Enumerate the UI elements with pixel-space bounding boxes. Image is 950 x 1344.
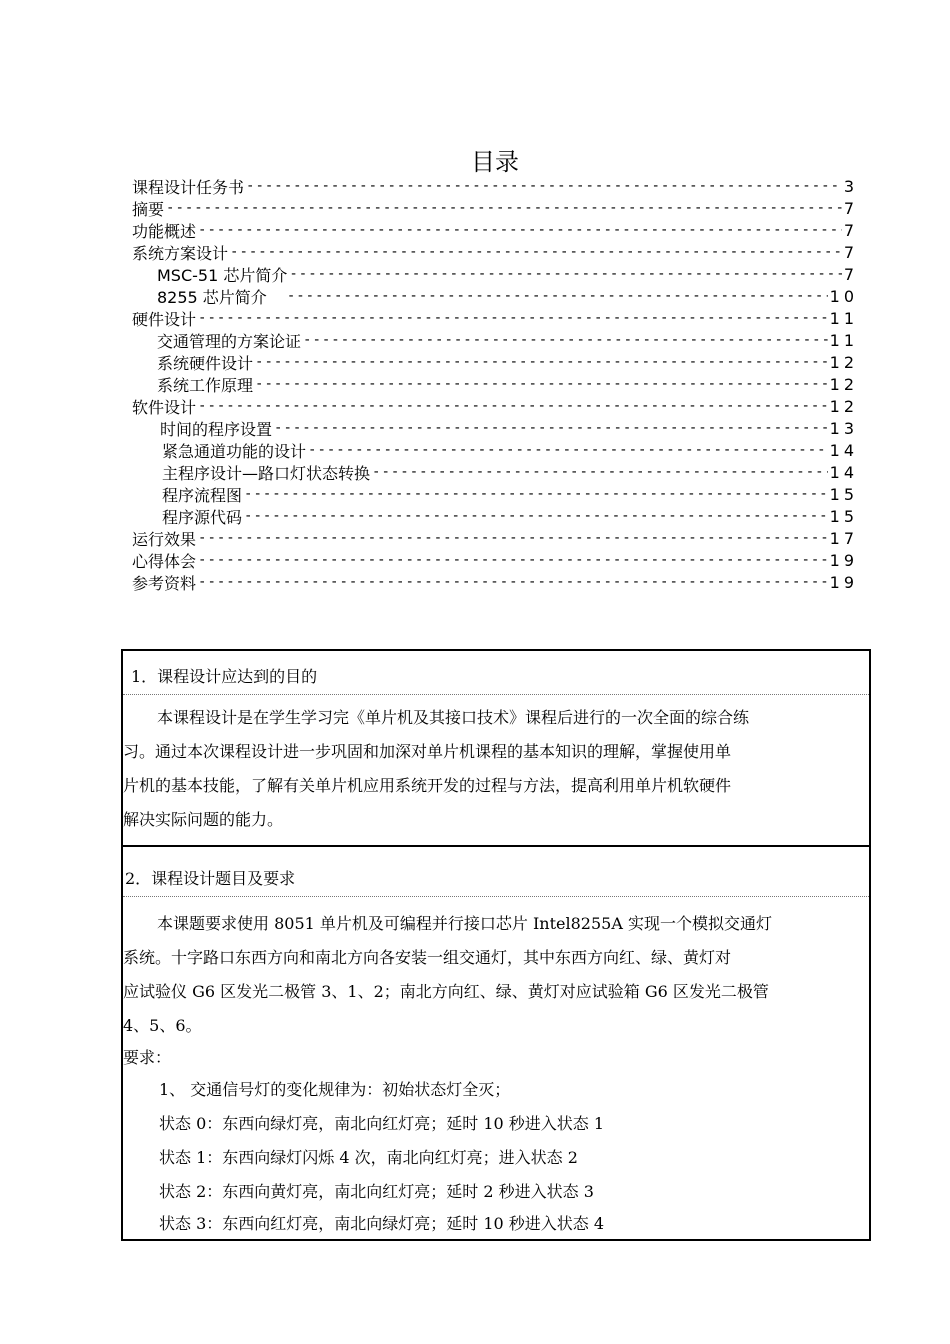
toc-entry[interactable] xyxy=(132,175,858,197)
toc-entry-label: 8255 芯片简介 xyxy=(157,287,267,307)
toc-entry-page: 19 xyxy=(829,572,858,592)
toc-entry-label: 主程序设计—路口灯状态转换 xyxy=(162,463,371,483)
toc-leader xyxy=(244,486,828,502)
toc-entry-page: 11 xyxy=(829,308,858,328)
toc-entry-label: 课程设计任务书 xyxy=(132,177,245,197)
toc-leader xyxy=(274,420,828,436)
paragraph-line: 应试验仪 G6 区发光二极管 3、1、2；南北方向红、绿、黄灯对应试验箱 G6 区发光二极管 xyxy=(123,982,769,1001)
toc-entry-page: 19 xyxy=(829,550,858,570)
paragraph-line: 4、5、6。 xyxy=(123,1016,202,1035)
toc-entry[interactable] xyxy=(162,483,858,505)
toc-title: 目录 xyxy=(471,148,519,176)
toc-entry-label: 参考资料 xyxy=(132,573,197,593)
paragraph-line: 本课程设计是在学生学习完《单片机及其接口技术》课程后进行的一次全面的综合练 xyxy=(157,708,750,727)
toc-entry-label: 软件设计 xyxy=(132,397,197,417)
toc-entry-page: 3 xyxy=(843,176,858,196)
toc-entry-label: 程序流程图 xyxy=(162,485,243,505)
toc-entry-page: 15 xyxy=(829,506,858,526)
toc-leader xyxy=(246,178,842,194)
paragraph-line: 片机的基本技能，了解有关单片机应用系统开发的过程与方法，提高利用单片机软硬件 xyxy=(123,776,732,795)
requirement-item: 状态 0：东西向绿灯亮，南北向红灯亮；延时 10 秒进入状态 1 xyxy=(159,1114,605,1133)
section-requirements-heading: 2．课程设计题目及要求 xyxy=(123,861,869,897)
toc-entry[interactable] xyxy=(162,461,858,483)
toc-entry-label: 紧急通道功能的设计 xyxy=(162,441,307,461)
toc-entry-page: 13 xyxy=(829,418,858,438)
toc-leader xyxy=(198,530,828,546)
toc-entry[interactable] xyxy=(162,439,858,461)
section-purpose xyxy=(123,651,869,847)
toc-leader xyxy=(198,398,828,414)
requirements-label: 要求： xyxy=(123,1048,172,1067)
toc-leader xyxy=(198,552,828,568)
toc-leader xyxy=(287,288,828,304)
requirement-item: 状态 3：东西向红灯亮，南北向绿灯亮；延时 10 秒进入状态 4 xyxy=(159,1214,605,1233)
toc-leader xyxy=(198,574,828,590)
requirement-item: 状态 1：东西向绿灯闪烁 4 次，南北向红灯亮；进入状态 2 xyxy=(159,1148,578,1167)
toc-entry-page: 7 xyxy=(843,198,858,218)
toc-entry-label: 摘要 xyxy=(132,199,165,219)
toc-entry-label: 硬件设计 xyxy=(132,309,197,329)
paragraph-line: 解决实际问题的能力。 xyxy=(123,810,284,829)
toc-entry-page: 7 xyxy=(843,264,858,284)
toc-entry-label: 运行效果 xyxy=(132,529,197,549)
toc-entry-page: 12 xyxy=(829,352,858,372)
toc-leader xyxy=(255,376,828,392)
toc-leader xyxy=(372,464,828,480)
toc-leader xyxy=(230,244,842,260)
requirement-item: 1、 交通信号灯的变化规律为：初始状态灯全灭； xyxy=(159,1080,511,1099)
toc-leader xyxy=(166,200,842,216)
toc-entry[interactable] xyxy=(157,285,858,307)
toc-entry-page: 11 xyxy=(829,330,858,350)
toc-entry-page: 12 xyxy=(829,396,858,416)
toc-entry[interactable] xyxy=(132,571,858,593)
toc-entry[interactable] xyxy=(132,241,858,263)
toc-entry-page: 17 xyxy=(829,528,858,548)
toc-entry-label: 系统方案设计 xyxy=(132,243,229,263)
paragraph-line: 系统。十字路口东西方向和南北方向各安装一组交通灯，其中东西方向红、绿、黄灯对 xyxy=(123,948,732,967)
toc-leader xyxy=(289,266,841,282)
toc-entry-label: 交通管理的方案论证 xyxy=(157,331,302,351)
toc-entry-page: 15 xyxy=(829,484,858,504)
requirement-item: 状态 2：东西向黄灯亮，南北向红灯亮；延时 2 秒进入状态 3 xyxy=(159,1182,594,1201)
toc-entry[interactable] xyxy=(157,329,858,351)
toc-entry-label: 系统硬件设计 xyxy=(157,353,254,373)
toc-entry-label: 时间的程序设置 xyxy=(160,419,273,439)
toc-entry-label: 系统工作原理 xyxy=(157,375,254,395)
toc-leader xyxy=(198,310,828,326)
toc-entry-label: 心得体会 xyxy=(132,551,197,571)
toc-entry[interactable] xyxy=(157,373,858,395)
toc-entry[interactable] xyxy=(157,351,858,373)
paragraph-line: 习。通过本次课程设计进一步巩固和加深对单片机课程的基本知识的理解，掌握使用单 xyxy=(123,742,732,761)
toc-entry[interactable] xyxy=(132,219,858,241)
toc-entry[interactable] xyxy=(132,307,858,329)
toc-entry-page: 7 xyxy=(843,242,858,262)
toc-leader xyxy=(308,442,828,458)
toc-entry[interactable] xyxy=(157,263,858,285)
toc-leader xyxy=(198,222,842,238)
section-requirements xyxy=(123,847,869,1239)
toc-entry-label: 程序源代码 xyxy=(162,507,243,527)
toc-entry[interactable] xyxy=(162,505,858,527)
toc-entry-page: 7 xyxy=(843,220,858,240)
toc-entry-label: MSC-51 芯片简介 xyxy=(157,265,288,285)
toc-entry-page: 14 xyxy=(829,440,858,460)
toc-entry-page: 10 xyxy=(829,286,858,306)
toc-entry[interactable] xyxy=(132,549,858,571)
toc-entry[interactable] xyxy=(132,197,858,219)
toc-leader xyxy=(303,332,828,348)
toc-entry[interactable] xyxy=(132,395,858,417)
toc-entry[interactable] xyxy=(160,417,858,439)
toc-entry[interactable] xyxy=(132,527,858,549)
paragraph-line: 本课题要求使用 8051 单片机及可编程并行接口芯片 Intel8255A 实现一个模拟交通灯 xyxy=(157,914,772,933)
toc-entry-page: 14 xyxy=(829,462,858,482)
section-purpose-heading: 1．课程设计应达到的目的 xyxy=(123,659,869,695)
toc-leader xyxy=(255,354,828,370)
task-table xyxy=(121,649,871,1241)
toc-leader xyxy=(244,508,828,524)
toc-entry-page: 12 xyxy=(829,374,858,394)
toc-entry-label: 功能概述 xyxy=(132,221,197,241)
